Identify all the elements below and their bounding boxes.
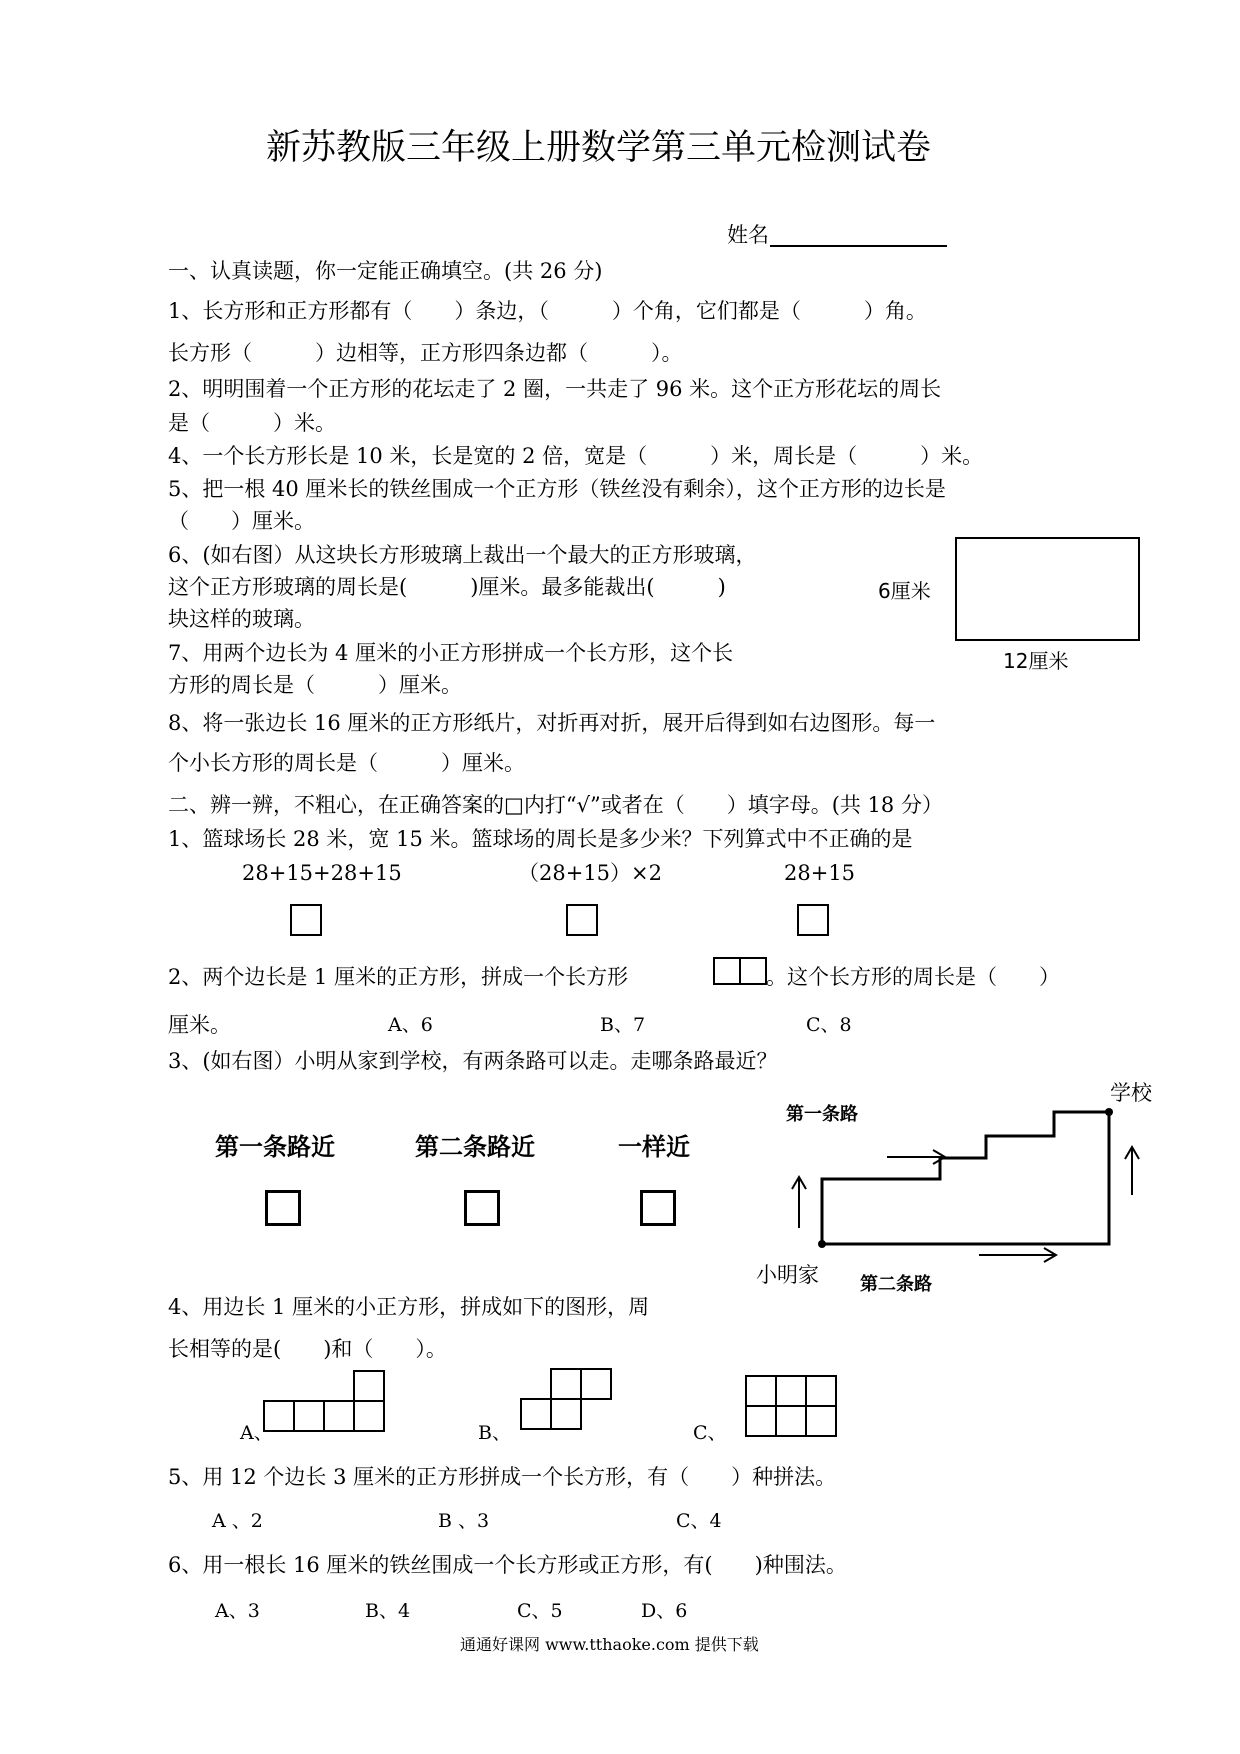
s2-q6: 6、用一根长 16 厘米的铁丝围成一个长方形或正方形，有( )种围法。 — [168, 1553, 847, 1577]
glass-width-label: 12厘米 — [1003, 649, 1069, 673]
s1-q8-line2: 个小长方形的周长是（ ）厘米。 — [168, 751, 525, 775]
s1-q5-line1: 5、把一根 40 厘米长的铁丝围成一个正方形（铁丝没有剩余），这个正方形的边长是 — [168, 477, 946, 501]
s1-q6-line3: 块这样的玻璃。 — [168, 607, 315, 631]
s2-q1-checkbox-a[interactable] — [290, 904, 322, 936]
school-label: 学校 — [1110, 1081, 1152, 1105]
s2-q3: 3、(如右图）小明从家到学校，有两条路可以走。走哪条路最近？ — [168, 1049, 778, 1073]
s2-q4-label-a: A、 — [240, 1422, 273, 1444]
s2-q6-option-b: B、4 — [365, 1600, 411, 1622]
s2-q3-option-b: 第二条路近 — [415, 1133, 535, 1161]
s2-q3-checkbox-b[interactable] — [464, 1190, 500, 1226]
s1-q6-line2: 这个正方形玻璃的周长是( )厘米。最多能裁出( ) — [168, 575, 726, 599]
s2-q3-option-c: 一样近 — [618, 1133, 690, 1161]
s2-q4-line2: 长相等的是( )和（ ）。 — [168, 1337, 447, 1361]
s2-q4-line1: 4、用边长 1 厘米的小正方形，拼成如下的图形，周 — [168, 1295, 650, 1319]
name-input-line[interactable] — [770, 245, 947, 247]
s2-q4-label-b: B、 — [478, 1422, 511, 1444]
s2-q3-checkbox-a[interactable] — [265, 1190, 301, 1226]
s2-q5-option-a: A 、2 — [212, 1510, 263, 1532]
s2-q1-checkbox-b[interactable] — [566, 904, 598, 936]
glass-height-label: 6厘米 — [878, 579, 931, 603]
glass-rectangle-figure — [955, 537, 1140, 641]
footer-text: 通通好课网 www.tthaoke.com 提供下载 — [460, 1635, 759, 1654]
s2-q2-line1a: 2、两个边长是 1 厘米的正方形，拼成一个长方形 — [168, 965, 629, 989]
s2-q4-label-c: C、 — [693, 1422, 727, 1444]
s1-q8-line1: 8、将一张边长 16 厘米的正方形纸片，对折再对折，展开后得到如右边图形。每一 — [168, 711, 936, 735]
s1-q5-line2: （ ）厘米。 — [168, 509, 315, 533]
section2-heading: 二、辨一辨，不粗心，在正确答案的□内打“√”或者在（ ）填字母。(共 18 分） — [168, 793, 943, 817]
s2-q6-option-d: D、6 — [641, 1600, 688, 1622]
s1-q4: 4、一个长方形长是 10 米，长是宽的 2 倍，宽是（ ）米，周长是（ ）米。 — [168, 444, 984, 468]
s2-q2-line1b: 。这个长方形的周长是（ ） — [766, 965, 1060, 989]
s2-q5-option-c: C、4 — [676, 1510, 722, 1532]
shape-a-figure — [263, 1370, 387, 1432]
s2-q2-option-a: A、6 — [388, 1014, 433, 1036]
s1-q7-line2: 方形的周长是（ ）厘米。 — [168, 673, 462, 697]
s1-q1-line2: 长方形（ ）边相等，正方形四条边都（ ）。 — [168, 341, 683, 365]
s2-q2-option-c: C、8 — [806, 1014, 852, 1036]
s2-q1: 1、篮球场长 28 米，宽 15 米。篮球场的周长是多少米？下列算式中不正确的是 — [168, 827, 913, 851]
name-label: 姓名 — [727, 223, 769, 247]
s2-q2-option-b: B、7 — [600, 1014, 646, 1036]
shape-b-figure — [520, 1368, 614, 1432]
shape-c-figure — [745, 1375, 839, 1439]
section1-heading: 一、认真读题，你一定能正确填空。(共 26 分) — [168, 259, 603, 283]
s1-q2-line2: 是（ ）米。 — [168, 411, 336, 435]
s2-q1-option-a: 28+15+28+15 — [242, 861, 402, 885]
s2-q6-option-a: A、3 — [215, 1600, 260, 1622]
s2-q1-option-c: 28+15 — [784, 861, 856, 885]
s2-q3-checkbox-c[interactable] — [640, 1190, 676, 1226]
road2-label: 第二条路 — [860, 1274, 932, 1295]
two-squares-figure — [713, 957, 769, 985]
s1-q7-line1: 7、用两个边长为 4 厘米的小正方形拼成一个长方形，这个长 — [168, 641, 734, 665]
s2-q3-option-a: 第一条路近 — [215, 1133, 335, 1161]
road1-label: 第一条路 — [786, 1104, 858, 1125]
s1-q2-line1: 2、明明围着一个正方形的花坛走了 2 圈，一共走了 96 米。这个正方形花坛的周长 — [168, 377, 942, 401]
page-title: 新苏教版三年级上册数学第三单元检测试卷 — [266, 128, 932, 168]
s2-q6-option-c: C、5 — [517, 1600, 563, 1622]
home-label: 小明家 — [756, 1263, 819, 1287]
s2-q5: 5、用 12 个边长 3 厘米的正方形拼成一个长方形，有（ ）种拼法。 — [168, 1465, 837, 1489]
s2-q5-option-b: B 、3 — [438, 1510, 490, 1532]
s2-q1-checkbox-c[interactable] — [797, 904, 829, 936]
s1-q1-line1: 1、长方形和正方形都有（ ）条边，（ ）个角，它们都是（ ）角。 — [168, 299, 927, 323]
s1-q6-line1: 6、(如右图）从这块长方形玻璃上裁出一个最大的正方形玻璃， — [168, 543, 757, 567]
s2-q1-option-b: （28+15）×2 — [518, 861, 662, 885]
s2-q2-line2: 厘米。 — [168, 1013, 231, 1037]
